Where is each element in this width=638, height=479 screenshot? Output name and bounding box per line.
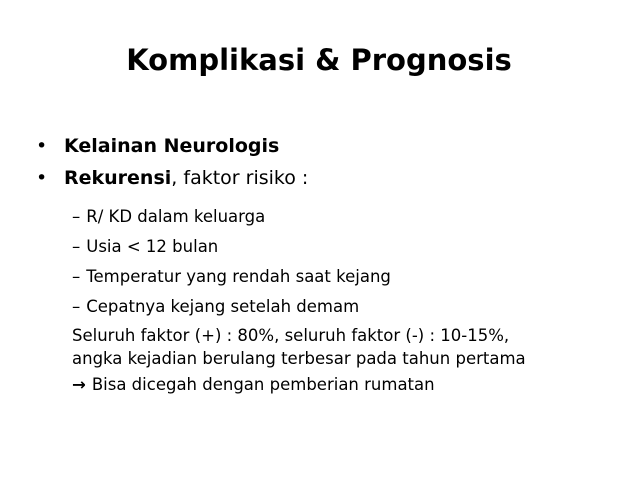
bullet-item-neurologis [36,130,626,162]
sub-content [36,198,626,397]
prevention-line [72,373,626,397]
risk-factor-item [72,292,626,322]
risk-factor-text: Temperatur yang rendah saat kejang [86,267,391,286]
bullet-item-rekurensi [36,162,626,194]
prevention-text: Bisa dicegah dengan pemberian rumatan [91,375,435,394]
bullet-icon: • [36,135,48,157]
prognosis-note [72,324,626,370]
risk-factor-text: R/ KD dalam keluarga [86,207,266,226]
bullet-text: , faktor risiko : [171,167,309,189]
slide-title: Komplikasi & Prognosis [126,43,512,77]
note-line: angka kejadian berulang terbesar pada tahun pertama [72,349,526,368]
bullet-bold-text: Kelainan Neurologis [64,135,280,157]
bullet-bold-text: Rekurensi [64,167,172,189]
dash-icon: – [72,267,81,286]
arrow-right-icon: → [72,375,86,394]
risk-factor-item [72,262,626,292]
risk-factor-item [72,232,626,262]
dash-icon: – [72,207,81,226]
bullet-icon: • [36,167,48,189]
dash-icon: – [72,237,81,256]
dash-icon: – [72,297,81,316]
risk-factor-text: Usia < 12 bulan [86,237,219,256]
risk-factor-text: Cepatnya kejang setelah demam [86,297,360,316]
note-line: Seluruh faktor (+) : 80%, seluruh faktor (-) : 10-15%, [72,326,510,345]
bullet-list [36,130,626,194]
risk-factor-list [36,202,626,322]
risk-factor-item [72,202,626,232]
